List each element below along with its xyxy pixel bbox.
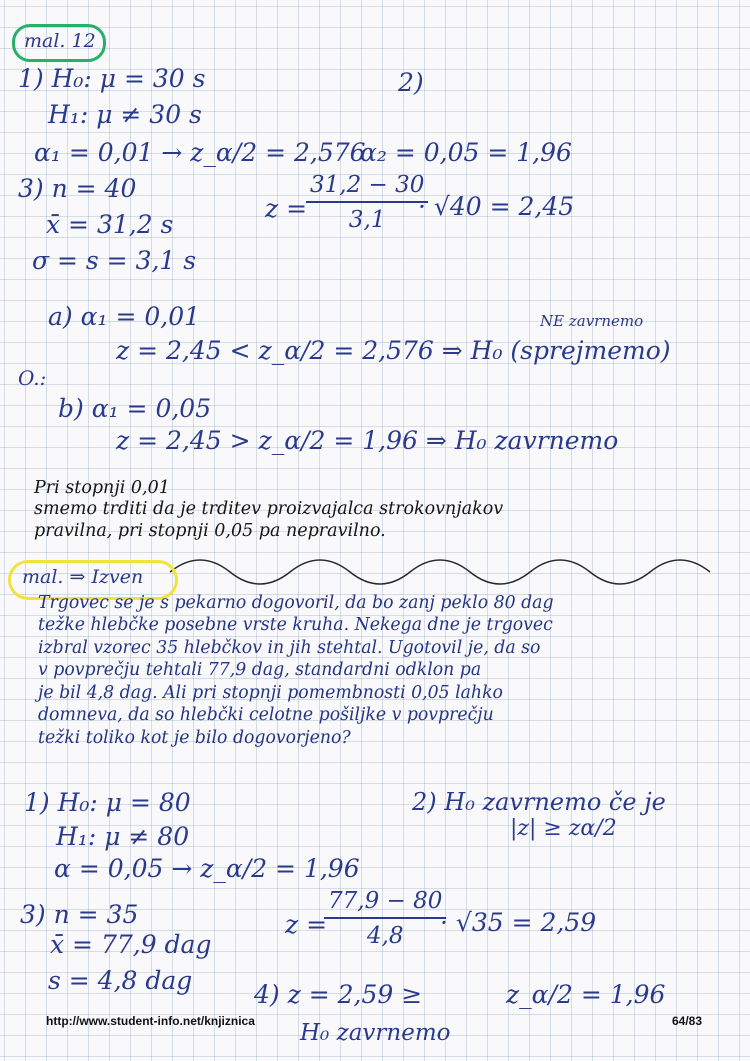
- case-b-alpha: b) α₁ = 0,05: [58, 394, 212, 423]
- sample2-size: 3) n = 35: [20, 900, 139, 929]
- case-a-note: NE zavrnemo: [540, 312, 644, 330]
- case-b-compare: z = 2,45 > z_α/2 = 1,96 ⇒ H₀ zavrnemo: [116, 426, 619, 455]
- z2-denominator: 4,8: [366, 923, 404, 949]
- sample-size: 3) n = 40: [18, 174, 137, 203]
- z-formula-lhs: z =: [265, 194, 308, 223]
- footer-url: http://www.student-info.net/knjiznica: [46, 1014, 255, 1028]
- case-a-alpha: a) α₁ = 0,01: [48, 302, 201, 331]
- z2-numerator: 77,9 − 80: [324, 890, 446, 919]
- problem-tag-izven: mal. ⇒ Izven: [22, 566, 144, 588]
- hypothesis2-h1: H₁: μ ≠ 80: [56, 822, 190, 851]
- z-numerator: 31,2 − 30: [306, 174, 428, 203]
- z-formula-rhs: · √40 = 2,45: [418, 192, 575, 221]
- step4-compare: 4) z = 2,59 ≥: [254, 980, 423, 1009]
- problem-statement: Trgovec se je s pekarno dogovoril, da bo zanj peklo 80 dag težke hlebčke posebne vrste kruha. Nekega dne je trgovec izbral vzorec 35 hlebčkov in jih stehtal. Ugotovil je, da so v povprečju tehtali 77,9 dag, standardni odklon pa je bil 4,8 dag. Ali pri stopnji pomembnosti 0,05 lahko domneva, da so hlebčki celotne pošiljke v povprečju težki toliko kot je bilo dogovorjeno?: [38, 593, 554, 748]
- z2-formula-rhs: · √35 = 2,59: [440, 908, 597, 937]
- hypothesis-h0: 1) H₀: μ = 30 s: [18, 64, 206, 93]
- conclusion-text: Pri stopnji 0,01 smemo trditi da je trditev proizvajalca strokovnjakov pravilna, pri stopnji 0,05 pa nepravilno.: [34, 478, 504, 541]
- alpha2-line: α₂ = 0,05 = 1,96: [360, 138, 572, 167]
- sample-mean: x̄ = 31,2 s: [46, 210, 174, 239]
- step2-reject-rule: 2) H₀ zavrnemo če je: [412, 788, 666, 816]
- page-number: 64/83: [672, 1014, 703, 1028]
- sample2-std: s = 4,8 dag: [48, 966, 193, 995]
- alpha2-critical: α = 0,05 → z_α/2 = 1,96: [54, 854, 360, 883]
- answer-mark: O.:: [18, 366, 47, 390]
- z-denominator: 3,1: [348, 207, 386, 233]
- z2-formula-lhs: z =: [285, 910, 328, 939]
- hypothesis2-h0: 1) H₀: μ = 80: [24, 788, 191, 817]
- step2-label: 2): [398, 68, 424, 97]
- step4-critical: z_α/2 = 1,96: [506, 980, 666, 1009]
- case-a-compare: z = 2,45 < z_α/2 = 2,576 ⇒ H₀ (sprejmemo): [116, 336, 671, 365]
- z2-formula-fraction: [324, 890, 446, 948]
- sample-sigma: σ = s = 3,1 s: [32, 246, 197, 275]
- problem-tag-12: mal. 12: [24, 30, 96, 52]
- sample2-mean: x̄ = 77,9 dag: [50, 930, 212, 959]
- final-result: H₀ zavrnemo: [300, 1020, 451, 1046]
- step2-condition: |z| ≥ zα/2: [510, 816, 617, 841]
- alpha1-line: α₁ = 0,01 → z_α/2 = 2,576: [34, 138, 366, 167]
- hypothesis-h1: H₁: μ ≠ 30 s: [48, 100, 202, 129]
